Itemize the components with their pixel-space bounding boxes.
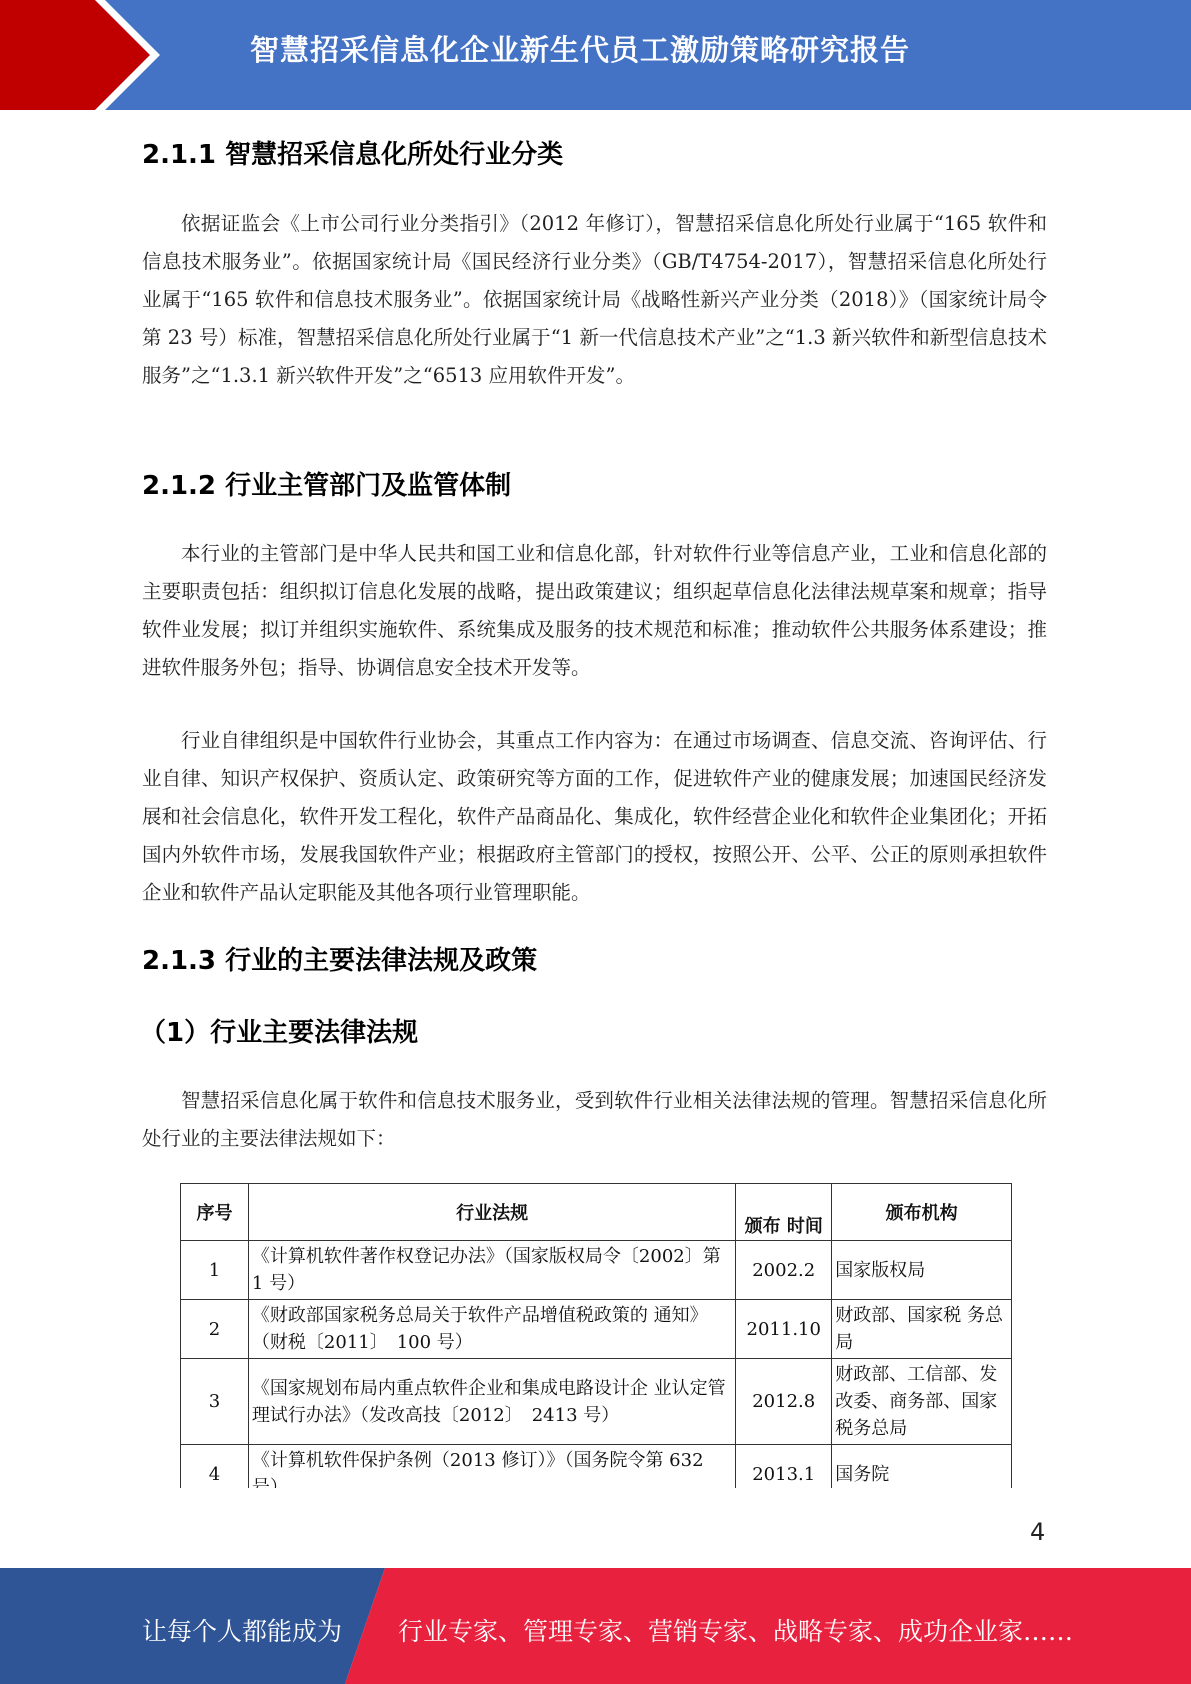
row-org: 国家版权局 — [832, 1241, 1012, 1300]
row-date: 2012.8 — [736, 1359, 832, 1445]
paragraph-laws-intro: 智慧招采信息化属于软件和信息技术服务业，受到软件行业相关法律法规的管理。智慧招采信息化所处行业的主要法律法规如下： — [142, 1089, 1047, 1150]
section-heading-2-1-1: 2.1.1 智慧招采信息化所处行业分类 — [142, 140, 564, 170]
page-header-banner — [0, 0, 1191, 110]
header-org: 颁布机构 — [832, 1184, 1012, 1241]
row-no: 4 — [181, 1445, 249, 1504]
footer-slogan-right: 行业专家、管理专家、营销专家、战略专家、成功企业家…… — [398, 1617, 1074, 1646]
row-org: 国务院 — [832, 1445, 1012, 1504]
paragraph-self-regulation: 行业自律组织是中国软件行业协会，其重点工作内容为：在通过市场调查、信息交流、咨询评估、行业自律、知识产权保护、资质认定、政策研究等方面的工作，促进软件产业的健康发展；加速国民经济发展和社会信息化，软件开发工程化，软件产品商品化、集成化，软件经营企业化和软件企业集团化；开拓国内外软件市场，发展我国软件产业；根据政府主管部门的授权，按照公开、公平、公正的原则承担软件企业和软件产品认定职能及其他各项行业管理职能。 — [142, 729, 1047, 904]
subheading-laws: （1）行业主要法律法规 — [140, 1018, 419, 1048]
header-law: 行业法规 — [248, 1184, 735, 1241]
row-law: 《计算机软件保护条例（2013 修订）》（国务院令第 632 — [248, 1445, 735, 1504]
row-org: 财政部、工信部、发改委、商务部、国家税务总局 — [832, 1359, 1012, 1445]
row-law: 《财政部国家税务总局关于软件产品增值税政策的 通知》（财税〔2011〕 100 号） — [248, 1300, 735, 1359]
row-no: 2 — [181, 1300, 249, 1359]
row-date: 2013.1 — [736, 1445, 832, 1504]
report-title: 智慧招采信息化企业新生代员工激励策略研究报告 — [250, 33, 911, 67]
paragraph-industry-classification: 依据证监会《上市公司行业分类指引》（2012 年修订），智慧招采信息化所处行业属于“165 软件和信息技术服务业”。依据国家统计局《国民经济行业分类》（GB/T4754-2017），智慧招采信息化所处行业属于“165 软件和信息技术服务业”。依据国家统计局《战略性新兴产业分类（2018）》（国家统计局令第 23 号）标准，智慧招采信息化所处行业属于“1 新一代信息技术产业”之“1.3 新兴软件和新型信息技术服务”之“1.3.1 新兴软件开发”之“6513 应用软件开发”。 — [142, 212, 1047, 387]
laws-table — [180, 1183, 1012, 1504]
row-date: 2011.10 — [736, 1300, 832, 1359]
page-footer-banner — [0, 1568, 1191, 1684]
row-no: 1 — [181, 1241, 249, 1300]
header-no: 序号 — [181, 1184, 249, 1241]
table-header-row — [181, 1184, 1012, 1241]
paragraph-regulator: 本行业的主管部门是中华人民共和国工业和信息化部，针对软件行业等信息产业，工业和信息化部的主要职责包括：组织拟订信息化发展的战略，提出政策建议；组织起草信息化法律法规草案和规章；指导软件业发展；拟订并组织实施软件、系统集成及服务的技术规范和标准；推动软件公共服务体系建设；推进软件服务外包；指导、协调信息安全技术开发等。 — [142, 542, 1047, 679]
section-heading-2-1-3: 2.1.3 行业的主要法律法规及政策 — [142, 946, 538, 976]
row-no: 3 — [181, 1359, 249, 1445]
row-law: 《国家规划布局内重点软件企业和集成电路设计企 业认定管理试行办法》（发改高技〔2012〕 2413 号） — [248, 1359, 735, 1445]
row-date: 2002.2 — [736, 1241, 832, 1300]
table-row — [181, 1359, 1012, 1445]
table-row — [181, 1300, 1012, 1359]
footer-slogan-left: 让每个人都能成为 — [142, 1617, 343, 1646]
row-law: 《计算机软件著作权登记办法》（国家版权局令〔2002〕第 1 号） — [248, 1241, 735, 1300]
red-chevron-decoration — [0, 0, 200, 110]
section-heading-2-1-2: 2.1.2 行业主管部门及监管体制 — [142, 471, 512, 501]
header-date: 颁布 时间 — [736, 1184, 832, 1241]
table-page-break-mask — [0, 1488, 1191, 1508]
table-row — [181, 1241, 1012, 1300]
row-org: 财政部、国家税 务总局 — [832, 1300, 1012, 1359]
page-number: 4 — [1030, 1518, 1046, 1546]
